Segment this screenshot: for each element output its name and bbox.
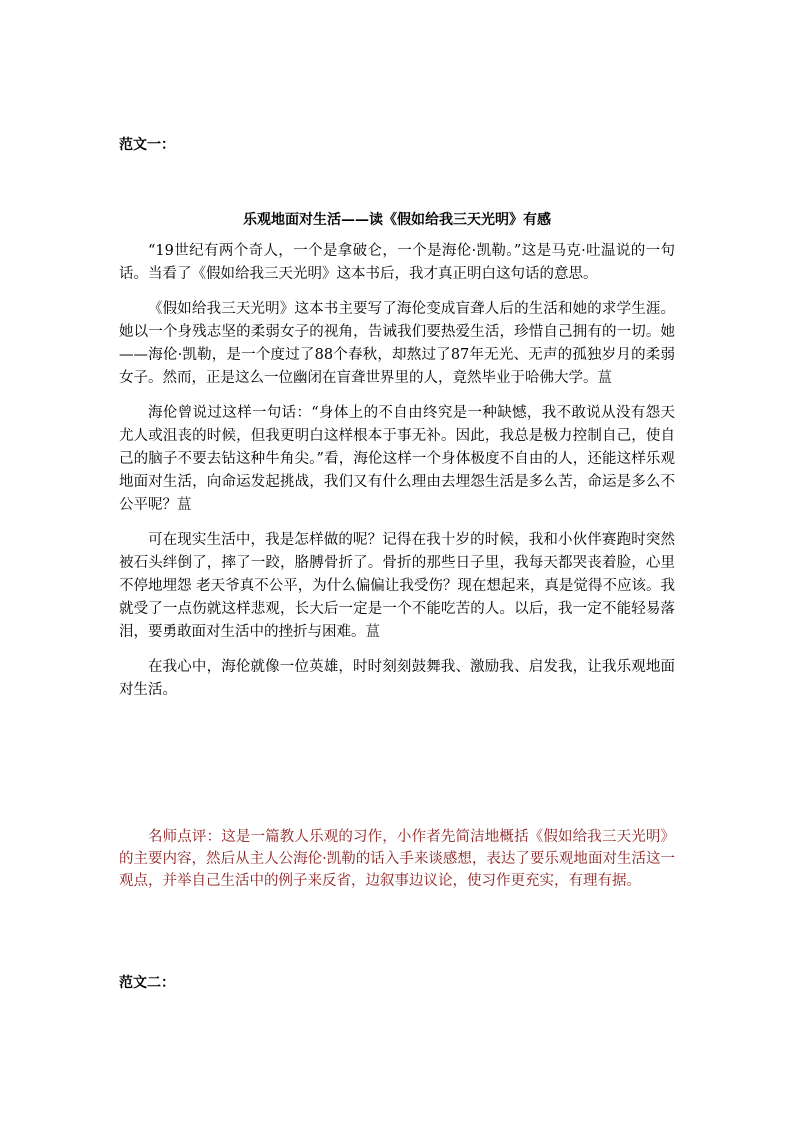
essay-paragraph-4 (119, 529, 675, 644)
essay-paragraph-1 (119, 240, 675, 286)
paragraph-text: 在我心中，海伦就像一位英雄，时时刻刻鼓舞我、激励我、启发我，让我乐观地面对生活。 (119, 659, 675, 698)
essay-paragraph-5 (119, 656, 675, 702)
section-heading-2: 范文二： (119, 975, 175, 991)
paragraph-text: 可在现实生活中，我是怎样做的呢？记得在我十岁的时候，我和小伙伴赛跑时突然被石头绊倒了，摔了一跤，胳膊骨折了。骨折的那些日子里，我每天都哭丧着脸，心里不停地埋怨 老天爷真不公平，为什么偏偏让我受伤？现在想起来，真是觉得不应该。我就受了一点伤就这样悲观，长大后一定是一个不能吃苦的人。以后，我一定不能轻易落泪，要勇敢面对生活中的挫折与困难。 (119, 532, 675, 640)
paragraph-text: 《假如给我三天光明》这本书主要写了海伦变成盲聋人后的生活和她的求学生涯。她以一个身残志坚的柔弱女子的视角，告诫我们要热爱生活，珍惜自己拥有的一切。她——海伦·凯勒，是一个度过了88个春秋，却熬过了87年无光、无声的孤独岁月的柔弱女子。然而，正是这么一位幽闭在盲聋世界里的人，竟然毕业于哈佛大学。 (119, 301, 675, 386)
teacher-comment: 名师点评：这是一篇教人乐观的习作，小作者先简洁地概括《假如给我三天光明》的主要内容，然后从主人公海伦·凯勒的话入手来谈感想，表达了要乐观地面对生活这一观点，并举自己生活中的例子来反省，边叙事边议论，使习作更充实，有理有据。 (119, 829, 675, 889)
section-heading-1: 范文一： (119, 137, 175, 153)
essay-paragraph-3 (119, 402, 675, 517)
essay-title: 乐观地面对生活——读《假如给我三天光明》有感 (243, 212, 551, 228)
paragraph-text: “19世纪有两个奇人，一个是拿破仑，一个是海伦·凯勒。”这是马克·吐温说的一句话。当看了《假如给我三天光明》这本书后，我才真正明白这句话的意思。 (119, 243, 675, 282)
paragraph-end-mark: 蒀 (597, 370, 612, 386)
paragraph-text: 海伦曾说过这样一句话：“身体上的不自由终究是一种缺憾，我不敢说从没有怨天尤人或沮丧的时候，但我更明白这样根本于事无补。因此，我总是极力控制自己，使自己的脑子不要去钻这种牛角尖。”看，海伦这样一个身体极度不自由的人，还能这样乐观地面对生活，向命运发起挑战，我们又有什么理由去埋怨生活是多么苦，命运是多么不公平呢？ (119, 405, 675, 513)
essay-paragraph-2 (119, 298, 675, 390)
paragraph-end-mark: 蒀 (177, 497, 192, 513)
paragraph-end-mark: 蒀 (365, 624, 380, 640)
essay-body (119, 240, 675, 714)
